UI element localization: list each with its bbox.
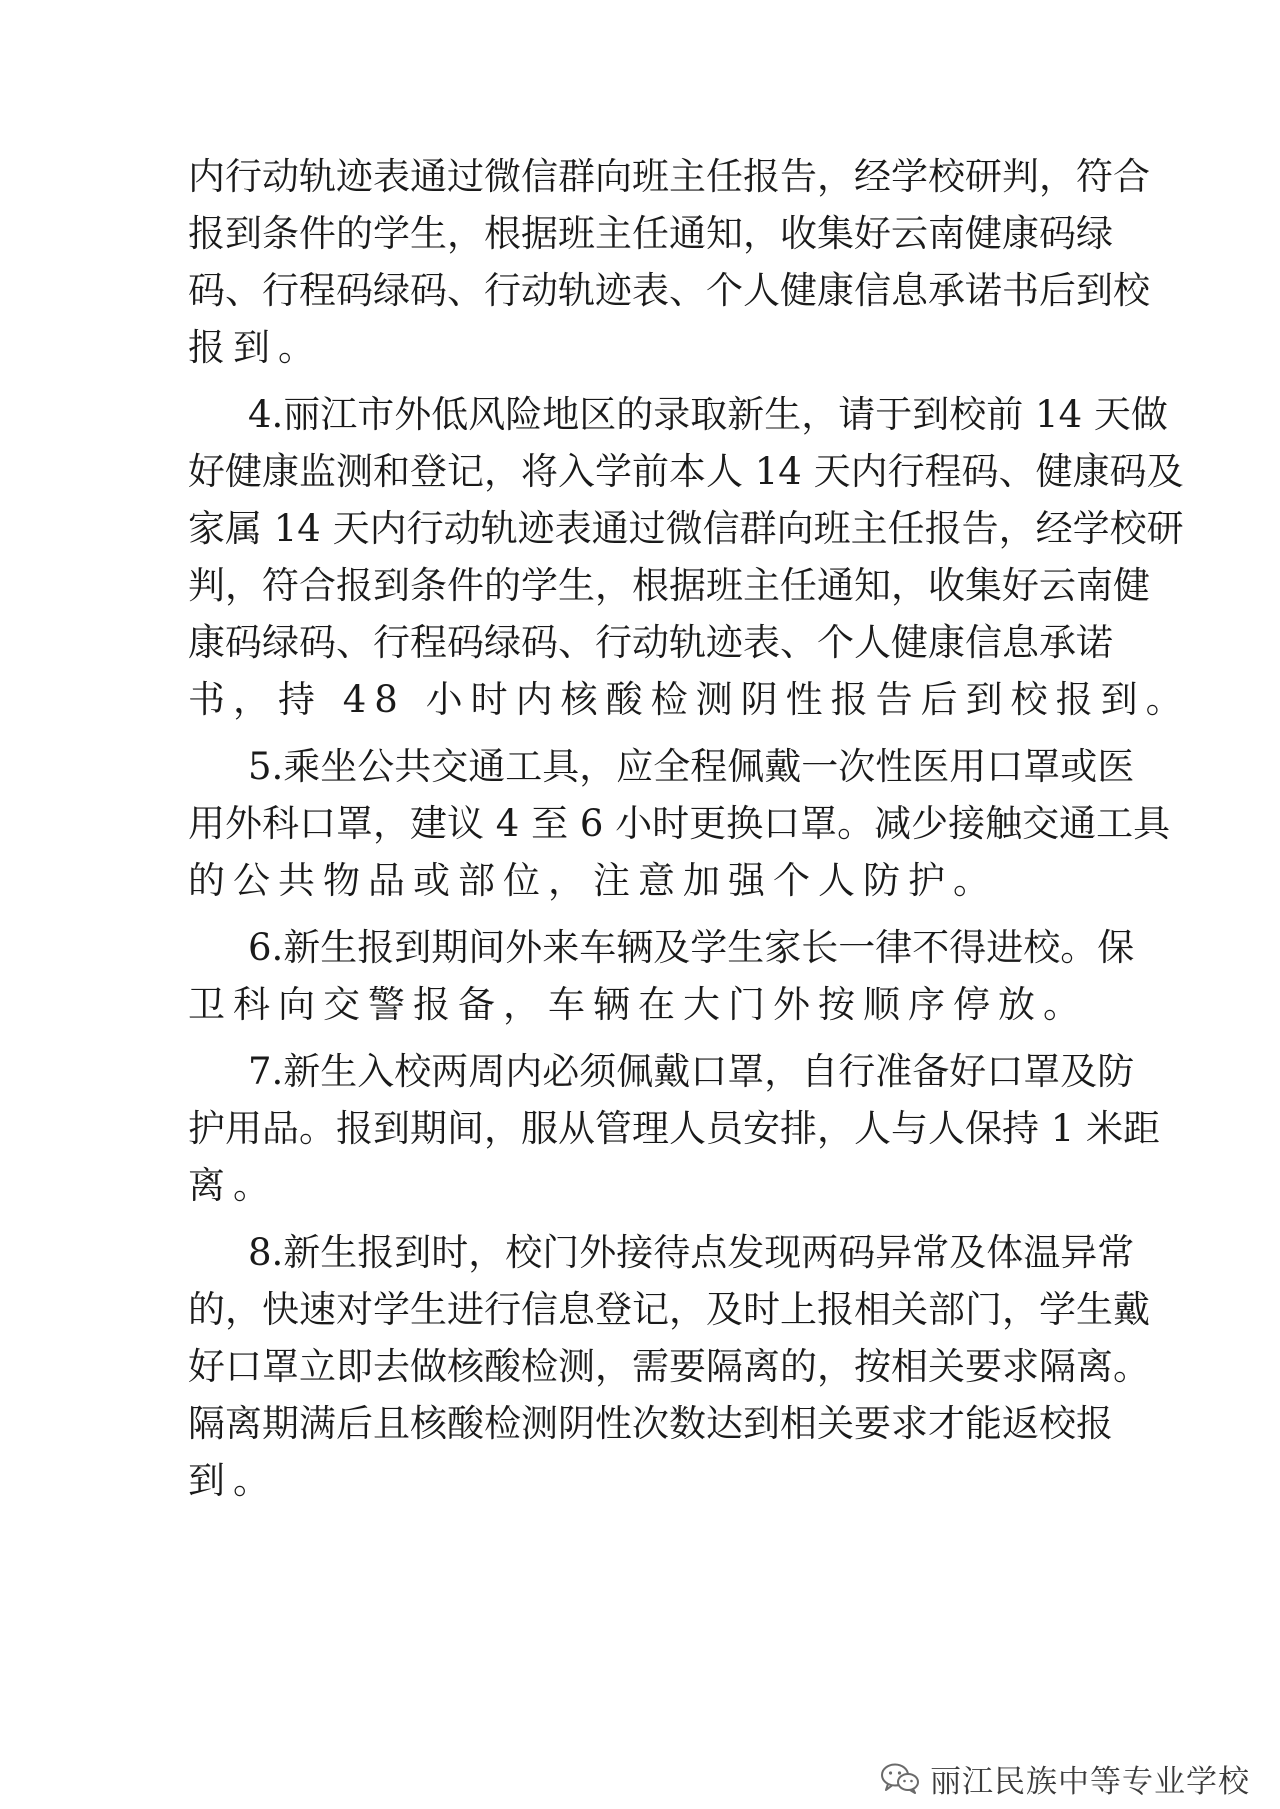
text-line: 的公共物品或部位，注意加强个人防护。: [188, 859, 998, 902]
text-line: 康码绿码、行程码绿码、行动轨迹表、个人健康信息承诺: [188, 621, 1113, 664]
text-line: 卫科向交警报备，车辆在大门外按顺序停放。: [188, 983, 1088, 1026]
paragraph-first-line: 8.新生报到时，校门外接待点发现两码异常及体温异常: [248, 1231, 1135, 1274]
watermark: [880, 1757, 1250, 1799]
text-line: 内行动轨迹表通过微信群向班主任报告，经学校研判，符合: [188, 155, 1150, 198]
text-line: 码、行程码绿码、行动轨迹表、个人健康信息承诺书后到校: [188, 269, 1150, 312]
paragraph-first-line: 6.新生报到期间外来车辆及学生家长一律不得进校。保: [248, 926, 1135, 969]
text-line: 离。: [188, 1164, 278, 1207]
text-line: 报到条件的学生，根据班主任通知，收集好云南健康码绿: [188, 212, 1113, 255]
text-line: 隔离期满后且核酸检测阴性次数达到相关要求才能返校报: [188, 1402, 1113, 1445]
text-line: 好健康监测和登记，将入学前本人 14 天内行程码、健康码及: [188, 450, 1184, 493]
text-line: 到。: [188, 1459, 278, 1502]
text-line: 家属 14 天内行动轨迹表通过微信群向班主任报告，经学校研: [188, 507, 1184, 550]
text-line: 书，持 48 小时内核酸检测阴性报告后到校报到。: [188, 678, 1191, 721]
text-line: 护用品。报到期间，服从管理人员安排，人与人保持 1 米距: [188, 1107, 1161, 1150]
paragraph-first-line: 5.乘坐公共交通工具，应全程佩戴一次性医用口罩或医: [248, 745, 1135, 788]
watermark-text: 丽江民族中等专业学校: [930, 1763, 1250, 1800]
paragraph-first-line: 4.丽江市外低风险地区的录取新生，请于到校前 14 天做: [248, 393, 1168, 436]
paragraph-first-line: 7.新生入校两周内必须佩戴口罩，自行准备好口罩及防: [248, 1050, 1135, 1093]
wechat-icon: [880, 1762, 920, 1794]
text-line: 用外科口罩，建议 4 至 6 小时更换口罩。减少接触交通工具: [188, 802, 1171, 845]
text-line: 判，符合报到条件的学生，根据班主任通知，收集好云南健: [188, 564, 1150, 607]
text-line: 报到。: [188, 326, 323, 369]
text-line: 的，快速对学生进行信息登记，及时上报相关部门，学生戴: [188, 1288, 1150, 1331]
text-line: 好口罩立即去做核酸检测，需要隔离的，按相关要求隔离。: [188, 1345, 1150, 1388]
